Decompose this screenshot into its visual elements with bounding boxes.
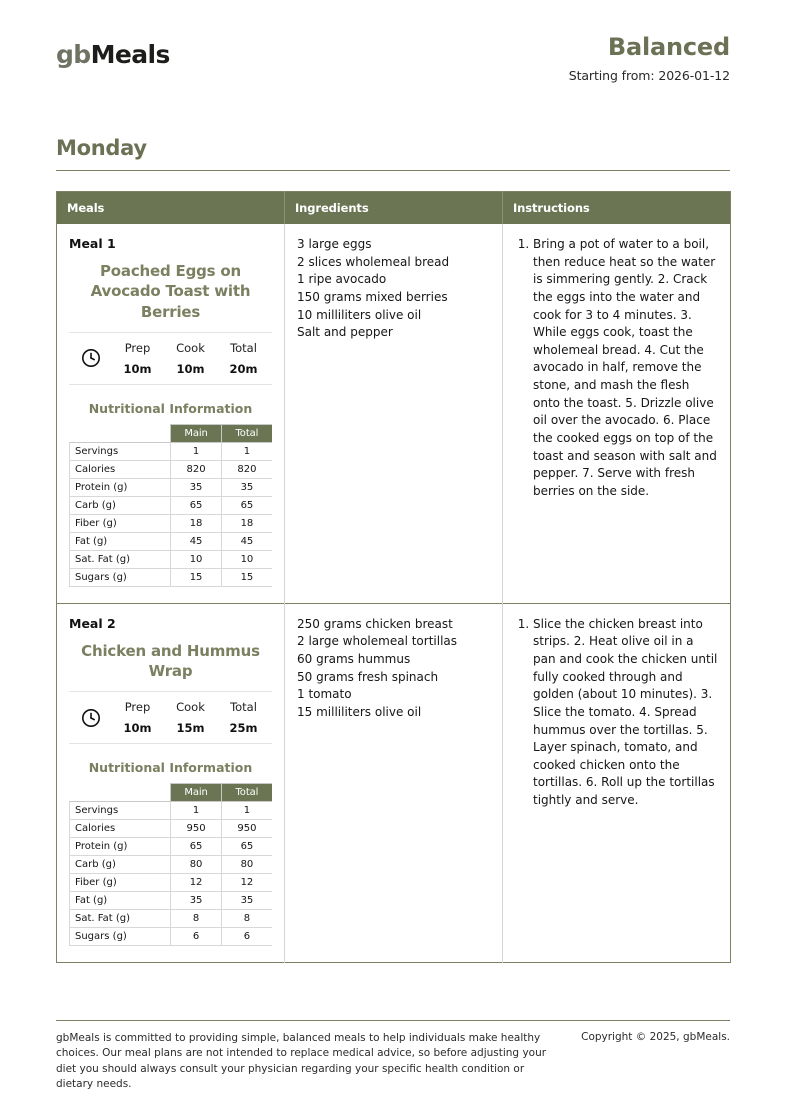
instructions-cell (503, 603, 731, 963)
ingredient-item: 2 slices wholemeal bread (297, 254, 450, 269)
nutrition-row (70, 838, 273, 856)
clock-icon (71, 348, 111, 368)
nutrition-main-value: 15 (171, 568, 222, 586)
plan-title: Balanced (607, 33, 730, 61)
brand-logo (56, 30, 170, 67)
instructions-list (515, 616, 718, 810)
table-row (57, 603, 731, 963)
nutrition-label: Carb (g) (70, 856, 171, 874)
nutrition-row (70, 460, 273, 478)
plan-start-date: Starting from: 2026-01-12 (568, 67, 730, 83)
nutrition-row (70, 892, 273, 910)
cook-label: Cook (176, 700, 205, 715)
prep-label: Prep (124, 700, 151, 715)
nutrition-header-total: Total (221, 424, 272, 442)
nutrition-row (70, 802, 273, 820)
nutrition-row (70, 874, 273, 892)
table-row (57, 224, 731, 603)
nutrition-header-main: Main (171, 424, 222, 442)
nutrition-label: Fat (g) (70, 892, 171, 910)
nutrition-total-value: 18 (221, 514, 272, 532)
nutrition-heading: Nutritional Information (88, 760, 253, 776)
nutrition-row (70, 856, 273, 874)
nutrition-label: Protein (g) (70, 478, 171, 496)
nutrition-row (70, 568, 273, 586)
nutrition-total-value: 65 (221, 496, 272, 514)
nutrition-total-value: 35 (221, 478, 272, 496)
footer-disclaimer: gbMeals is committed to providing simple, balanced meals to help individuals make healthy choices. Our meal plans are not intended to replace medical advice, so before adjusting your diet you should always consult your physician regarding your specific health condition or dietary needs. (56, 1032, 547, 1090)
nutrition-main-value: 950 (171, 820, 222, 838)
ingredient-item: 10 milliliters olive oil (297, 307, 422, 322)
ingredient-item: 150 grams mixed berries (297, 289, 448, 304)
day-divider (56, 170, 730, 171)
column-header-meals: Meals (57, 192, 285, 225)
nutrition-label: Calories (70, 460, 171, 478)
footer-copyright: Copyright © 2025, gbMeals. (581, 1031, 730, 1044)
cook-time (164, 700, 217, 735)
nutrition-row (70, 478, 273, 496)
nutrition-row (70, 442, 273, 460)
clock-icon (71, 708, 111, 728)
nutrition-total-value: 45 (221, 532, 272, 550)
ingredient-item: 250 grams chicken breast (297, 616, 453, 631)
cook-value: 10m (176, 361, 205, 376)
meal-cell (57, 224, 285, 603)
nutrition-main-value: 10 (171, 550, 222, 568)
total-label: Total (230, 340, 257, 355)
footer-divider (56, 1020, 730, 1021)
total-value: 20m (229, 361, 258, 376)
nutrition-label: Sat. Fat (g) (70, 910, 171, 928)
nutrition-table (69, 424, 272, 587)
nutrition-label: Calories (70, 820, 171, 838)
nutrition-total-value: 950 (221, 820, 272, 838)
ingredient-item: 60 grams hummus (297, 652, 411, 666)
nutrition-main-value: 18 (171, 514, 222, 532)
instruction-item: 1. Slice the chicken breast into strips. 2. Heat olive oil in a pan and cook the chicken until fully cooked through and golden (about 10 minutes). 3. Slice the tomato. 4. Spread hummus over the tortillas. 5. Layer spinach, tomato, and cooked chicken onto the tortillas. 6. Roll up the tortillas tightly and serve. (533, 616, 718, 810)
nutrition-main-value: 8 (171, 910, 222, 928)
prep-value: 10m (123, 721, 152, 736)
prep-time (111, 700, 164, 735)
nutrition-total-value: 1 (221, 802, 272, 820)
nutrition-main-value: 65 (171, 838, 222, 856)
prep-label: Prep (124, 340, 151, 355)
nutrition-row (70, 532, 273, 550)
clock-icon-svg (81, 348, 101, 368)
nutrition-total-value: 820 (221, 460, 272, 478)
nutrition-row (70, 928, 273, 946)
nutrition-main-value: 80 (171, 856, 222, 874)
instructions-list (515, 236, 718, 500)
nutrition-main-value: 35 (171, 478, 222, 496)
nutrition-label: Protein (g) (70, 838, 171, 856)
nutrition-header-blank (70, 424, 171, 442)
ingredients-cell (285, 603, 503, 963)
nutrition-row (70, 496, 273, 514)
nutrition-main-value: 1 (171, 442, 222, 460)
nutrition-main-value: 45 (171, 532, 222, 550)
total-label: Total (230, 700, 257, 715)
nutrition-row (70, 820, 273, 838)
nutrition-total-value: 1 (221, 442, 272, 460)
nutrition-header-total: Total (221, 784, 272, 802)
ingredient-item: 2 large wholemeal tortillas (297, 634, 458, 649)
meal-label: Meal 1 (69, 236, 116, 251)
instructions-cell (503, 224, 731, 603)
nutrition-total-value: 80 (221, 856, 272, 874)
total-value: 25m (229, 721, 258, 736)
meal-plan-table (56, 191, 731, 963)
nutrition-header-main: Main (171, 784, 222, 802)
nutrition-main-value: 35 (171, 892, 222, 910)
ingredient-item: 1 tomato (297, 687, 352, 702)
prep-time (111, 341, 164, 376)
nutrition-table (69, 783, 272, 946)
nutrition-label: Sugars (g) (70, 928, 171, 946)
nutrition-main-value: 6 (171, 928, 222, 946)
ingredients-cell (285, 224, 503, 603)
ingredients-list (297, 236, 490, 342)
prep-value: 10m (123, 361, 152, 376)
nutrition-label: Sugars (g) (70, 568, 171, 586)
column-header-ingredients: Ingredients (285, 192, 503, 225)
meal-cell (57, 603, 285, 963)
page-footer (56, 1020, 730, 1092)
cook-label: Cook (176, 340, 205, 355)
nutrition-label: Fiber (g) (70, 874, 171, 892)
table-header-row (57, 192, 731, 225)
clock-icon-svg (81, 708, 101, 728)
ingredient-item: 1 ripe avocado (297, 272, 387, 287)
nutrition-row (70, 514, 273, 532)
nutrition-header-row (70, 784, 273, 802)
nutrition-total-value: 15 (221, 568, 272, 586)
ingredients-list (297, 616, 490, 722)
cook-time (164, 341, 217, 376)
nutrition-label: Carb (g) (70, 496, 171, 514)
column-header-instructions: Instructions (503, 192, 731, 225)
nutrition-main-value: 820 (171, 460, 222, 478)
nutrition-total-value: 8 (221, 910, 272, 928)
nutrition-row (70, 550, 273, 568)
nutrition-total-value: 35 (221, 892, 272, 910)
logo-gb-text: gb (56, 40, 91, 69)
page-header (56, 30, 730, 92)
nutrition-main-value: 65 (171, 496, 222, 514)
nutrition-main-value: 1 (171, 802, 222, 820)
ingredient-item: 15 milliliters olive oil (297, 704, 422, 719)
nutrition-total-value: 10 (221, 550, 272, 568)
meal-timing (69, 691, 272, 744)
meal-timing (69, 332, 272, 385)
ingredient-item: 50 grams fresh spinach (297, 669, 439, 684)
nutrition-label: Servings (70, 442, 171, 460)
nutrition-heading: Nutritional Information (88, 400, 253, 416)
nutrition-total-value: 6 (221, 928, 272, 946)
logo-meals-text: Meals (90, 40, 170, 69)
nutrition-total-value: 12 (221, 874, 272, 892)
nutrition-header-row (70, 424, 273, 442)
total-time (217, 700, 270, 735)
nutrition-label: Sat. Fat (g) (70, 550, 171, 568)
nutrition-total-value: 65 (221, 838, 272, 856)
meal-title: Chicken and Hummus Wrap (81, 641, 260, 680)
ingredient-item: 3 large eggs (297, 237, 372, 251)
day-heading: Monday (56, 136, 147, 160)
cook-value: 15m (176, 721, 205, 736)
nutrition-label: Fiber (g) (70, 514, 171, 532)
ingredient-item: Salt and pepper (297, 325, 393, 340)
meal-label: Meal 2 (69, 615, 116, 631)
nutrition-row (70, 910, 273, 928)
nutrition-header-blank (70, 784, 171, 802)
total-time (217, 341, 270, 376)
nutrition-main-value: 12 (171, 874, 222, 892)
nutrition-label: Fat (g) (70, 532, 171, 550)
instruction-item: 1. Bring a pot of water to a boil, then reduce heat so the water is simmering gently. 2. Crack the eggs into the water and cook for 3 to 4 minutes. 3. While eggs cook, toast the wholemeal bread. 4. Cut the avocado in half, remove the stone, and mash the flesh onto the toast. 5. Drizzle olive oil over the avocado. 6. Place the cooked eggs on top of the toast and season with salt and pepper. 7. Serve with fresh berries on the side. (533, 236, 718, 500)
plan-info (569, 30, 730, 83)
day-section (56, 136, 730, 171)
meal-title: Poached Eggs on Avocado Toast with Berries (90, 262, 251, 321)
nutrition-label: Servings (70, 802, 171, 820)
